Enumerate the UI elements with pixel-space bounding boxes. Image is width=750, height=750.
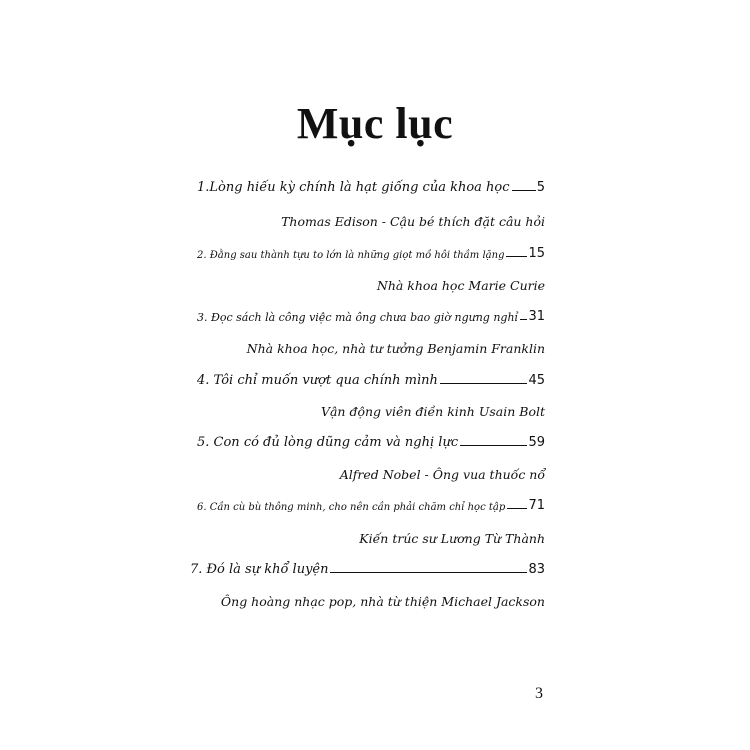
toc-entry-title: 4. Tôi chỉ muốn vượt qua chính mình [197,373,438,388]
toc-entry-2[interactable] [197,246,545,261]
toc-entry-page: 15 [528,246,545,261]
toc-entry-page: 5 [536,180,545,195]
page-title: Mục lục [296,99,454,148]
toc-entry-1[interactable] [197,180,545,195]
toc-entry-7[interactable] [190,562,545,577]
toc-entry-page: 59 [528,435,545,450]
toc-entry-title: 2. Đằng sau thành tựu to lớn là những giọt mồ hôi thầm lặng [197,250,505,261]
leader-line [460,445,527,446]
leader-line [330,572,527,573]
toc-entry-subtitle: Vận động viên điền kinh Usain Bolt [320,404,545,419]
leader-line [507,508,527,509]
leader-line [506,256,527,257]
toc-entry-title: 7. Đó là sự khổ luyện [190,562,329,577]
toc-entry-title: 6. Cần cù bù thông minh, cho nên cần phải chăm chỉ học tập [197,502,506,513]
leader-line [520,319,527,320]
toc-entry-page: 71 [528,498,545,513]
toc-entry-3[interactable] [197,309,545,324]
toc-entry-subtitle: Nhà khoa học, nhà tư tưởng Benjamin Franklin [246,341,545,356]
page-number: 3 [535,685,543,702]
toc-entry-subtitle: Nhà khoa học Marie Curie [376,278,545,293]
toc-entry-title: 5. Con có đủ lòng dũng cảm và nghị lực [197,435,459,450]
toc-entry-subtitle: Alfred Nobel - Ông vua thuốc nổ [339,467,545,482]
toc-entry-page: 31 [528,309,545,324]
toc-entry-title: 1.Lòng hiếu kỳ chính là hạt giống của khoa học [197,180,510,195]
toc-entry-5[interactable] [197,435,545,450]
toc-entry-subtitle: Thomas Edison - Cậu bé thích đặt câu hỏi [281,214,545,229]
toc-entry-subtitle: Kiến trúc sư Lương Từ Thành [359,531,545,546]
leader-line [512,190,536,191]
toc-entry-6[interactable] [197,498,545,513]
toc-entry-subtitle: Ông hoàng nhạc pop, nhà từ thiện Michael Jackson [220,594,545,609]
toc-entry-title: 3. Đọc sách là công việc mà ông chưa bao giờ ngưng nghỉ [197,311,519,324]
leader-line [440,383,528,384]
toc-entry-4[interactable] [197,373,545,388]
toc-entry-page: 45 [528,373,545,388]
toc-entry-page: 83 [528,562,545,577]
